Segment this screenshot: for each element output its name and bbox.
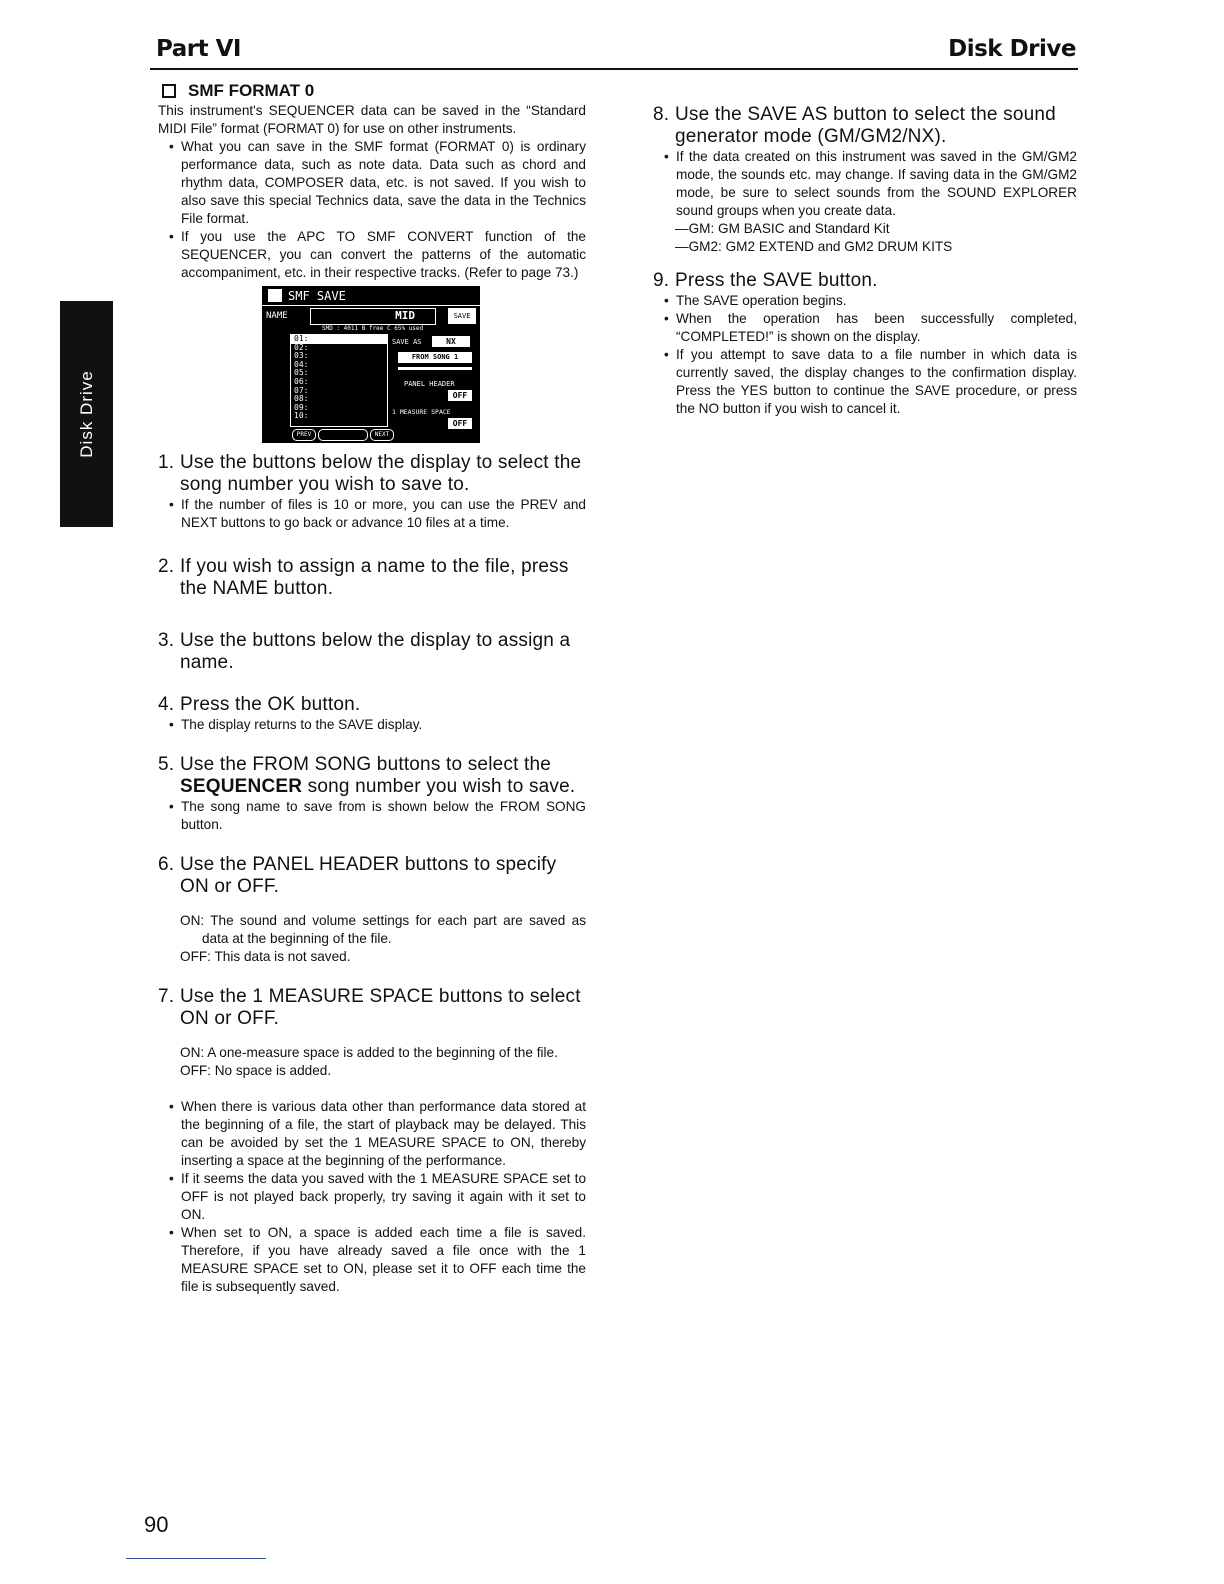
definition-item: OFF: This data is not saved. [180,949,351,964]
lcd-list-item: 07: [294,385,309,395]
lcd-measure-space-label: 1 MEASURE SPACE [392,408,451,416]
step-4 [158,694,586,716]
step-5 [158,754,586,798]
step-text: Press the SAVE button. [675,270,878,291]
step-6-definitions [158,912,586,966]
step-text [180,754,586,798]
step-bullet: • When the operation has been successfully completed, “COMPLETED!” is shown on the display. [662,310,1077,346]
step-text: Use the 1 MEASURE SPACE buttons to select ON or OFF. [180,986,581,1029]
step-bullet: • If you attempt to save data to a file number in which data is currently saved, the display changes to the confirmation display. Press the YES button to continue the SAVE procedure, or press the NO button if you wish to cancel it. [662,346,1077,418]
step-2 [158,556,586,600]
lcd-list-item: 09: [294,402,309,412]
header-rule [150,68,1078,70]
step-text: Use the PANEL HEADER buttons to specify ON or OFF. [180,854,557,897]
step-8-bullets [653,148,1077,220]
lcd-list-item: 08: [294,394,309,404]
step-7-definitions [158,1044,586,1080]
lcd-disk-info: SMD : 4011 B free C 65% used [322,325,424,332]
step-text-bold: SEQUENCER [180,776,303,797]
step-bullet: • When set to ON, a space is added each time a file is saved. Therefore, if you have already saved a file once with the 1 MEASURE SPACE set to ON, please set it to OFF each time the file is subsequently saved. [167,1224,586,1296]
step-text: Use the buttons below the display to select the song number you wish to save to. [180,452,582,495]
left-column [158,82,586,1296]
lcd-title-bar [268,289,346,303]
section-bullet: • What you can save in the SMF format (FORMAT 0) is ordinary performance data, such as note data. Data such as chord and rhythm data, COMPOSER data, etc. is not saved. If you wish to also save this special Technics data, save the data in the Technics File format. [167,138,586,228]
step-text: Use the SAVE AS button to select the sound generator mode (GM/GM2/NX). [675,104,1056,147]
step-number: 4. [158,694,175,715]
section-intro: This instrument's SEQUENCER data can be saved in the “Standard MIDI File” format (FORMAT 0) for use on other instruments. [158,103,586,136]
lcd-name-ext: MID [395,309,415,322]
disk-icon [268,289,282,302]
section-bullets [158,138,586,282]
lcd-name-field [310,308,436,325]
footer-rule [126,1558,266,1559]
lcd-list-item: 03: [294,351,309,361]
side-tab [60,301,113,527]
step-1-bullets [158,496,586,532]
lcd-slider [318,429,368,441]
step-5-bullets [158,798,586,834]
lcd-name-label: NAME [266,311,288,321]
definition-item: ON: A one-measure space is added to the beginning of the file. [180,1045,558,1060]
lcd-panel-header-label: PANEL HEADER [404,380,455,388]
step-bullet: • If the data created on this instrument was saved in the GM/GM2 mode, the sounds etc. may change. If saving data in the GM/GM2 mode, be sure to select sounds from the SOUND EXPLORER sound groups when you create data. [662,148,1077,220]
step-bullet: • If the number of files is 10 or more, you can use the PREV and NEXT buttons to go back or advance 10 files at a time. [167,496,586,532]
step-6 [158,854,586,898]
step-8-mode-list [653,220,1077,256]
step-8 [653,104,1077,148]
lcd-save-as-value: NX [432,336,470,347]
step-9 [653,270,1077,292]
step-7-bullets [158,1098,586,1296]
step-text: Use the buttons below the display to assign a name. [180,630,571,673]
step-bullet: • The song name to save from is shown below the FROM SONG button. [167,798,586,834]
lcd-list-item: 02: [294,342,309,352]
lcd-from-song [398,352,472,363]
step-bullet: • The SAVE operation begins. [662,292,1077,310]
section-bullet: • If you use the APC TO SMF CONVERT function of the SEQUENCER, you can convert the patterns of the automatic accompaniment, etc. in their respective tracks. (Refer to page 73.) [167,228,586,282]
right-column [653,104,1077,418]
lcd-prev-button: PREV [292,429,316,441]
step-bullet: • The display returns to the SAVE display. [167,716,586,734]
lcd-save-as-label: SAVE AS [392,338,422,346]
lcd-from-song-value: 1 [453,353,459,361]
step-text: If you wish to assign a name to the file, press the NAME button. [180,556,569,599]
lcd-file-list [290,334,388,427]
mode-item: —GM2: GM2 EXTEND and GM2 DRUM KITS [675,239,953,254]
section-title: SMF FORMAT 0 [188,81,315,100]
lcd-from-song-label: FROM SONG [411,353,450,361]
mode-item: —GM: GM BASIC and Standard Kit [675,221,890,236]
lcd-list-item: 01: [291,335,387,344]
lcd-panel-header-value: OFF [448,390,472,401]
step-number: 8. [653,104,670,125]
step-bullet: • If it seems the data you saved with the 1 MEASURE SPACE set to OFF is not played back properly, try saving it again with it set to ON. [167,1170,586,1224]
step-9-bullets [653,292,1077,418]
step-number: 1. [158,452,175,473]
definition-item: OFF: No space is added. [180,1063,332,1078]
page-number: 90 [144,1512,169,1537]
lcd-title: SMF SAVE [288,289,346,303]
definition-item: ON: The sound and volume settings for each part are saved as data at the beginning of the file. [180,913,586,946]
step-text: Press the OK button. [180,694,361,715]
step-number: 5. [158,754,175,775]
lcd-divider [262,305,480,306]
step-number: 3. [158,630,175,651]
side-tab-label: Disk Drive [76,370,96,458]
step-3 [158,630,586,674]
step-4-bullets [158,716,586,734]
step-number: 6. [158,854,175,875]
step-1 [158,452,586,496]
lcd-song-name-bar [398,367,472,370]
step-number: 9. [653,270,670,291]
lcd-list-item: 04: [294,359,309,369]
square-bullet-icon [162,84,176,98]
lcd-save-button: SAVE [448,308,476,324]
section-heading [158,82,586,100]
header-part-label: Part VI [156,36,241,62]
lcd-next-button: NEXT [370,429,394,441]
step-number: 7. [158,986,175,1007]
step-7 [158,986,586,1030]
step-text-part: song number you wish to save. [302,776,576,797]
step-bullet: • When there is various data other than performance data stored at the beginning of a file, the start of playback may be delayed. This can be avoided by set the 1 MEASURE SPACE to ON, thereby inserting a space at the beginning of the performance. [167,1098,586,1170]
lcd-screen [262,286,480,443]
step-number: 2. [158,556,175,577]
lcd-list-item: 06: [294,376,309,386]
header-section-title: Disk Drive [948,36,1076,62]
lcd-measure-space-value: OFF [448,418,472,429]
step-text-part: Use the FROM SONG buttons to select the [180,754,552,775]
lcd-list-item: 05: [294,368,309,378]
lcd-list-item: 10: [294,411,309,421]
